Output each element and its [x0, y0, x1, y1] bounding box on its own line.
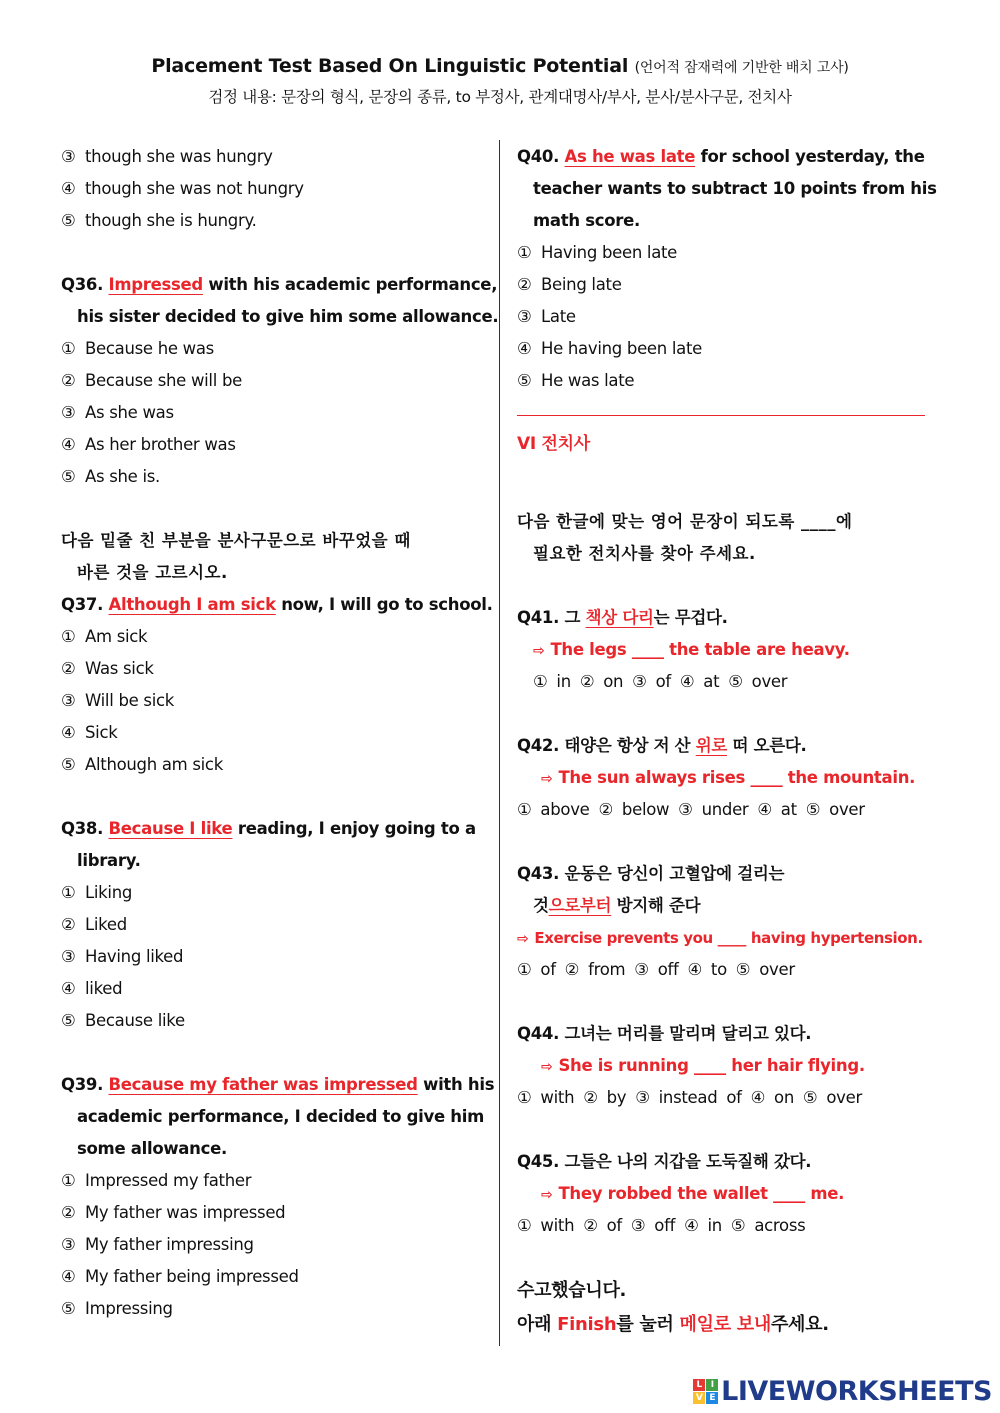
- question-number: Q40.: [517, 147, 560, 166]
- underlined-phrase: 으로부터: [548, 896, 612, 915]
- option-number: ①: [61, 883, 76, 902]
- option-text: liked: [85, 979, 123, 998]
- question-number: Q44.: [517, 1024, 560, 1043]
- q39-option-1[interactable]: [61, 1165, 486, 1197]
- option-text: My father impressing: [85, 1235, 254, 1254]
- option-number: ⑤: [61, 467, 76, 486]
- option-number: ②: [61, 371, 76, 390]
- q43-question-cont: [517, 890, 935, 922]
- option-text: Am sick: [85, 627, 148, 646]
- option-text: Was sick: [85, 659, 154, 678]
- q37-option-1[interactable]: [61, 621, 486, 653]
- option-number: ⑤: [61, 1299, 76, 1318]
- option-number: ⑤: [517, 371, 532, 390]
- instruction-line-1: 다음 밑줄 친 부분을 분사구문으로 바꾸었을 때: [61, 531, 411, 550]
- instruction-line-2: 필요한 전치사를 찾아 주세요.: [533, 544, 756, 563]
- english-sentence: The legs ____ the table are heavy.: [550, 640, 850, 659]
- option-number: ②: [517, 275, 532, 294]
- q44-question: [517, 1018, 935, 1050]
- question-number: Q41.: [517, 608, 560, 627]
- option-text: My father was impressed: [85, 1203, 286, 1222]
- logo-mark-letter: L: [693, 1379, 705, 1391]
- logo-mark-letter: V: [693, 1392, 705, 1404]
- q40-option-2[interactable]: [517, 269, 935, 301]
- instruction-line-2: 바른 것을 고르시오.: [77, 563, 228, 582]
- option-number: ④: [61, 435, 76, 454]
- option-number: ①: [61, 339, 76, 358]
- q40-option-1[interactable]: [517, 237, 935, 269]
- mail-keyword: 메일로 보내: [679, 1314, 771, 1335]
- q38-option-3[interactable]: [61, 941, 486, 973]
- underlined-phrase: Because my father was impressed: [108, 1075, 418, 1094]
- q40-question: [517, 141, 935, 173]
- option-text: Because like: [85, 1011, 185, 1030]
- option-text: Although am sick: [85, 755, 223, 774]
- q45-english: [517, 1178, 935, 1210]
- option-text: As her brother was: [85, 435, 236, 454]
- option-text: though she was hungry: [85, 147, 273, 166]
- q38-option-2[interactable]: [61, 909, 486, 941]
- question-number: Q39.: [61, 1075, 104, 1094]
- q37-option-5[interactable]: [61, 749, 486, 781]
- q41-english: [517, 634, 935, 666]
- underlined-phrase: 책상 다리: [585, 608, 654, 627]
- option-number: ②: [61, 915, 76, 934]
- option-text: Because she will be: [85, 371, 242, 390]
- q40-question-cont: teacher wants to subtract 10 points from his: [533, 179, 937, 198]
- english-sentence: She is running ____ her hair flying.: [558, 1056, 865, 1075]
- page-subtitle: 검정 내용: 문장의 형식, 문장의 종류, to 부정사, 관계대명사/부사, 분사/분사구문, 전치사: [208, 88, 792, 106]
- q35-option-5[interactable]: [61, 205, 486, 237]
- page-title: [0, 54, 1000, 80]
- question-text: 운동은 당신이 고혈압에 걸리는: [559, 864, 785, 883]
- q38-option-1[interactable]: [61, 877, 486, 909]
- option-text: Sick: [85, 723, 118, 742]
- arrow-icon: ⇨: [541, 1059, 553, 1075]
- q36-option-5[interactable]: [61, 461, 486, 493]
- q39-option-4[interactable]: [61, 1261, 486, 1293]
- option-number: ③: [61, 947, 76, 966]
- option-number: ④: [61, 979, 76, 998]
- question-text: with his academic performance,: [202, 275, 498, 294]
- arrow-icon: ⇨: [517, 931, 529, 947]
- q38-question-cont: library.: [77, 851, 141, 870]
- q36-option-2[interactable]: [61, 365, 486, 397]
- option-text: Liking: [85, 883, 133, 902]
- q41-options[interactable]: ① in ② on ③ of ④ at ⑤ over: [533, 672, 788, 691]
- q39-option-2[interactable]: [61, 1197, 486, 1229]
- title-korean: (언어적 잠재력에 기반한 배치 고사): [634, 60, 849, 76]
- arrow-icon: ⇨: [541, 1187, 553, 1203]
- question-number: Q42.: [517, 736, 560, 755]
- question-text-end: 는 무겁다.: [653, 608, 728, 627]
- option-number: ⑤: [61, 1011, 76, 1030]
- q45-question: [517, 1146, 935, 1178]
- finish-keyword: Finish: [557, 1314, 617, 1335]
- question-number: Q37.: [61, 595, 104, 614]
- q35-option-3[interactable]: [61, 141, 486, 173]
- option-number: ②: [61, 659, 76, 678]
- english-sentence: Exercise prevents you ____ having hypertension.: [534, 929, 923, 947]
- option-text: though she is hungry.: [85, 211, 257, 230]
- q40-option-5[interactable]: [517, 365, 935, 397]
- q43-question: [517, 858, 935, 890]
- option-number: ③: [61, 147, 76, 166]
- q37-option-2[interactable]: [61, 653, 486, 685]
- underlined-phrase: As he was late: [564, 147, 696, 166]
- option-text: though she was not hungry: [85, 179, 304, 198]
- q38-option-4[interactable]: [61, 973, 486, 1005]
- logo-mark-icon: [693, 1379, 718, 1404]
- right-column: [517, 141, 935, 1342]
- question-text-end: 떠 오른다.: [727, 736, 807, 755]
- liveworksheets-logo[interactable]: [693, 1375, 992, 1407]
- option-text: Having been late: [541, 243, 678, 262]
- logo-mark-letter: E: [706, 1392, 718, 1404]
- option-number: ④: [517, 339, 532, 358]
- option-number: ④: [61, 1267, 76, 1286]
- closing-thanks: 수고했습니다.: [517, 1280, 627, 1301]
- q39-question: [61, 1069, 495, 1101]
- question-text: 것: [533, 896, 549, 915]
- question-text: reading, I enjoy going to a: [232, 819, 476, 838]
- option-number: ④: [61, 179, 76, 198]
- q36-option-3[interactable]: [61, 397, 486, 429]
- underlined-phrase: 위로: [695, 736, 728, 755]
- underlined-phrase: Because I like: [108, 819, 233, 838]
- arrow-icon: ⇨: [533, 643, 545, 659]
- q40-option-3[interactable]: [517, 301, 935, 333]
- q40-option-4[interactable]: [517, 333, 935, 365]
- option-number: ③: [517, 307, 532, 326]
- q36-option-4[interactable]: [61, 429, 486, 461]
- question-text: 그: [559, 608, 586, 627]
- option-text: As she is.: [85, 467, 161, 486]
- logo-mark-letter: I: [706, 1379, 718, 1391]
- logo-text: LIVEWORKSHEETS: [721, 1375, 992, 1407]
- option-number: ③: [61, 1235, 76, 1254]
- option-text: Late: [541, 307, 576, 326]
- option-number: ⑤: [61, 755, 76, 774]
- question-text: for school yesterday, the: [695, 147, 925, 166]
- underlined-phrase: Although I am sick: [108, 595, 276, 614]
- q36-question-cont: his sister decided to give him some allowance.: [77, 307, 499, 326]
- q39-option-5[interactable]: [61, 1293, 486, 1325]
- q39-question-cont-2: some allowance.: [77, 1139, 227, 1158]
- option-number: ③: [61, 691, 76, 710]
- q40-question-cont-2: math score.: [533, 211, 640, 230]
- q36-question: [61, 269, 498, 301]
- option-number: ③: [61, 403, 76, 422]
- left-column: [61, 141, 499, 1325]
- option-text: Impressing: [85, 1299, 173, 1318]
- q44-english: [517, 1050, 935, 1082]
- option-text: My father being impressed: [85, 1267, 299, 1286]
- q44-options[interactable]: ① with ② by ③ instead of ④ on ⑤ over: [517, 1088, 862, 1107]
- section-title: VI 전치사: [517, 434, 590, 454]
- closing-text: 를 눌러: [616, 1314, 680, 1335]
- q39-option-3[interactable]: [61, 1229, 486, 1261]
- question-text: with his: [417, 1075, 495, 1094]
- question-text: 그들은 나의 지갑을 도둑질해 갔다.: [559, 1152, 812, 1171]
- q42-options[interactable]: ① above ② below ③ under ④ at ⑤ over: [517, 800, 865, 819]
- question-number: Q38.: [61, 819, 104, 838]
- question-number: Q36.: [61, 275, 104, 294]
- option-number: ①: [61, 1171, 76, 1190]
- q37-question: [61, 589, 493, 621]
- section-divider: [517, 415, 925, 416]
- q42-english: [517, 762, 935, 794]
- title-main: Placement Test Based On Linguistic Potential: [151, 55, 629, 77]
- q37-option-3[interactable]: [61, 685, 486, 717]
- english-sentence: The sun always rises ____ the mountain.: [558, 768, 916, 787]
- option-text: Impressed my father: [85, 1171, 252, 1190]
- option-text: Being late: [541, 275, 622, 294]
- question-text-end: 방지해 준다: [611, 896, 701, 915]
- q38-option-5[interactable]: [61, 1005, 486, 1037]
- underlined-phrase: Impressed: [108, 275, 203, 294]
- q35-option-4[interactable]: [61, 173, 486, 205]
- q42-question: [517, 730, 935, 762]
- q43-options[interactable]: ① of ② from ③ off ④ to ⑤ over: [517, 960, 795, 979]
- question-text: 그녀는 머리를 말리며 달리고 있다.: [559, 1024, 812, 1043]
- option-text: Having liked: [85, 947, 184, 966]
- question-number: Q43.: [517, 864, 560, 883]
- option-number: ②: [61, 1203, 76, 1222]
- closing-text: 아래: [517, 1314, 558, 1335]
- q36-option-1[interactable]: [61, 333, 486, 365]
- english-sentence: They robbed the wallet ____ me.: [558, 1184, 845, 1203]
- option-text: He was late: [541, 371, 635, 390]
- option-number: ①: [517, 243, 532, 262]
- option-text: Will be sick: [85, 691, 175, 710]
- question-text: now, I will go to school.: [275, 595, 493, 614]
- q43-english: [517, 922, 935, 954]
- q41-question: [517, 602, 935, 634]
- option-text: As she was: [85, 403, 174, 422]
- question-number: Q45.: [517, 1152, 560, 1171]
- closing-text: 주세요.: [770, 1314, 829, 1335]
- option-number: ④: [61, 723, 76, 742]
- option-text: Liked: [85, 915, 127, 934]
- instruction-line-1: 다음 한글에 맞는 영어 문장이 되도록 ____에: [517, 512, 853, 531]
- q38-question: [61, 813, 486, 845]
- column-divider: [499, 140, 500, 1346]
- arrow-icon: ⇨: [541, 771, 553, 787]
- q45-options[interactable]: ① with ② of ③ off ④ in ⑤ across: [517, 1216, 806, 1235]
- question-text: 태양은 항상 저 산: [559, 736, 696, 755]
- option-number: ①: [61, 627, 76, 646]
- q39-question-cont: academic performance, I decided to give him: [77, 1107, 484, 1126]
- closing-instruction: [517, 1308, 935, 1342]
- option-number: ⑤: [61, 211, 76, 230]
- option-text: He having been late: [541, 339, 702, 358]
- option-text: Because he was: [85, 339, 214, 358]
- q37-option-4[interactable]: [61, 717, 486, 749]
